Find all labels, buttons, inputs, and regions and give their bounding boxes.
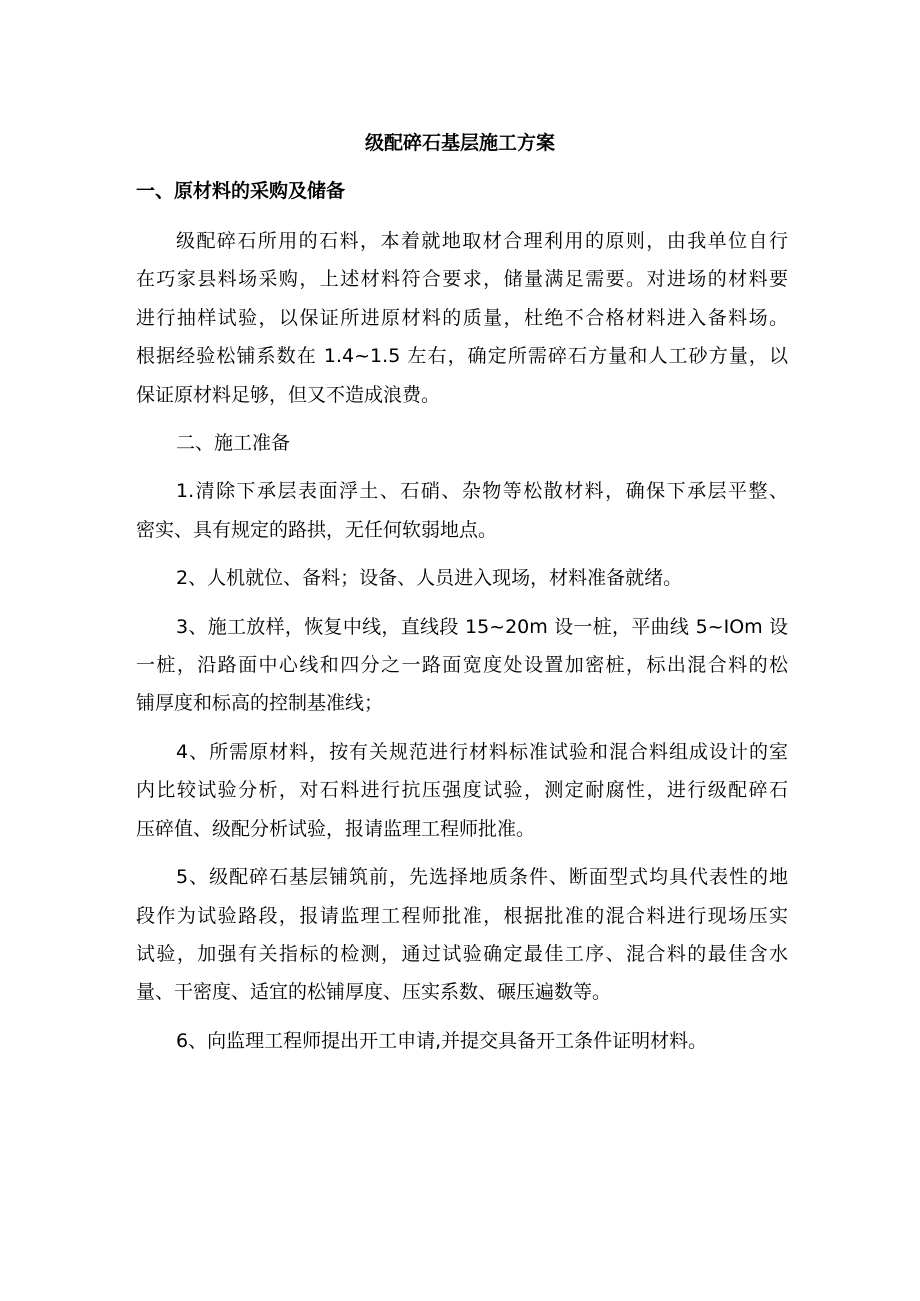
paragraph [136, 222, 788, 414]
paragraph-line: 4、所需原材料，按有关规范进行材料标准试验和混合料组成设计的室 [176, 740, 788, 763]
paragraph-line: 试验，加强有关指标的检测，通过试验确定最佳工序、混合料的最佳含水 [136, 942, 788, 965]
document-body [136, 222, 788, 1060]
paragraph-line: 3、施工放样，恢复中线，直线段 15~20m 设一桩，平曲线 5~IOm 设 [176, 615, 788, 638]
paragraph-line: 铺厚度和标高的控制基准线； [136, 692, 384, 715]
section-heading-2: 二、施工准备 [176, 432, 291, 455]
paragraph [136, 1022, 788, 1060]
paragraph-line: 内比较试验分析，对石料进行抗压强度试验，测定耐腐性，进行级配碎石 [136, 779, 788, 802]
paragraph [136, 733, 788, 848]
paragraph-line: 2、人机就位、备料；设备、人员进入现场，材料准备就绪。 [176, 567, 683, 590]
paragraph-line: 根据经验松铺系数在 1.4~1.5 左右，确定所需碎石方量和人工砂方量，以 [136, 345, 788, 368]
paragraph [136, 472, 788, 549]
paragraph-line: 级配碎石所用的石料，本着就地取材合理利用的原则，由我单位自行 [176, 230, 788, 252]
paragraph-line: 进行抽样试验，以保证所进原材料的质量，杜绝不合格材料进入备料场。 [136, 306, 788, 329]
paragraph-line: 在巧家县料场采购，上述材料符合要求，储量满足需要。对进场的材料要 [136, 268, 788, 291]
paragraph-line: 6、向监理工程师提出开工申请,并提交具备开工条件证明材料。 [176, 1029, 708, 1052]
paragraph-line: 压碎值、级配分析试验，报请监理工程师批准。 [136, 817, 536, 840]
document-title: 级配碎石基层施工方案 [364, 132, 555, 154]
paragraph-line: 1.清除下承层表面浮土、石硝、杂物等松散材料，确保下承层平整、 [176, 480, 788, 503]
paragraph-line: 段作为试验路段，报请监理工程师批准，根据批准的混合料进行现场压实 [136, 904, 788, 927]
paragraph-line: 量、干密度、适宜的松铺厚度、压实系数、碾压遍数等。 [136, 981, 612, 1004]
paragraph [136, 424, 788, 462]
paragraph-line: 5、级配碎石基层铺筑前，先选择地质条件、断面型式均具代表性的地 [176, 866, 788, 889]
paragraph [136, 608, 788, 723]
paragraph [136, 559, 788, 597]
paragraph-line: 保证原材料足够，但又不造成浪费。 [136, 383, 441, 406]
paragraph [136, 858, 788, 1012]
section-heading: 一、原材料的采购及储备 [136, 180, 346, 202]
paragraph-line: 密实、具有规定的路拱，无任何软弱地点。 [136, 518, 498, 541]
paragraph-line: 一桩，沿路面中心线和四分之一路面宽度处设置加密桩，标出混合料的松 [136, 654, 788, 677]
